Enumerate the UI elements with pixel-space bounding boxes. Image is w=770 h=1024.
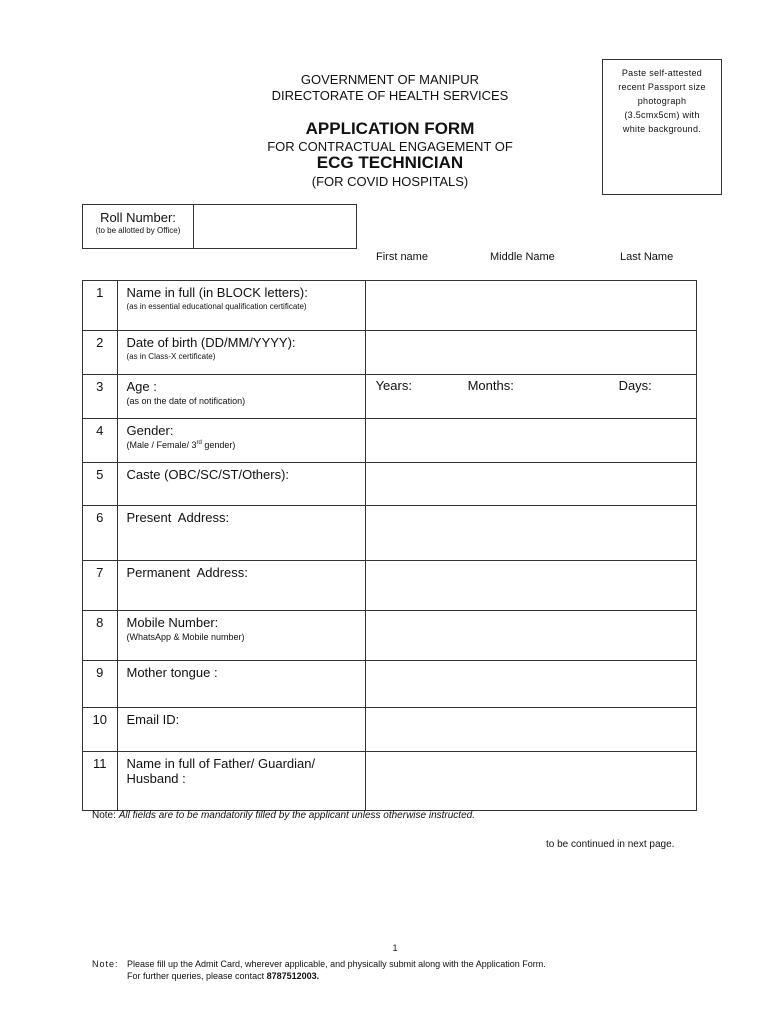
age-months-label: Months: — [467, 378, 514, 393]
photo-instruction-2: recent Passport size — [618, 82, 706, 92]
permanent-address-field[interactable] — [365, 561, 696, 611]
row-number: 2 — [83, 331, 118, 375]
form-title: APPLICATION FORM — [305, 119, 475, 138]
note-text: All fields are to be mandatorily filled by the applicant unless otherwise instructed. — [118, 810, 475, 821]
row-number: 10 — [83, 708, 118, 752]
directorate-line: DIRECTORATE OF HEALTH SERVICES — [271, 88, 509, 103]
email-label: Email ID: — [126, 712, 180, 727]
col-middle-name: Middle Name — [490, 251, 555, 263]
row-label — [117, 506, 365, 561]
row-label — [117, 561, 365, 611]
col-first-name: First name — [376, 251, 428, 263]
form-subtitle-3: (FOR COVID HOSPITALS) — [311, 174, 469, 189]
roll-number-label: Roll Number: — [100, 210, 176, 225]
row-number: 7 — [83, 561, 118, 611]
age-years-label: Years: — [375, 378, 412, 393]
table-row — [83, 752, 697, 811]
gender-note — [127, 440, 365, 450]
present-address-label: Present Address: — [126, 510, 230, 525]
form-subtitle-1: FOR CONTRACTUAL ENGAGEMENT OF — [267, 139, 513, 154]
table-row — [83, 375, 697, 419]
row-label — [117, 375, 365, 419]
table-row — [83, 611, 697, 661]
caste-label: Caste (OBC/SC/ST/Others): — [126, 467, 290, 482]
row-label — [117, 661, 365, 708]
mobile-note: (WhatsApp & Mobile number) — [126, 632, 245, 642]
present-address-field[interactable] — [365, 506, 696, 561]
row-label — [117, 331, 365, 375]
photo-box[interactable] — [602, 59, 722, 195]
roll-number-field[interactable] — [194, 205, 356, 248]
mandatory-note — [92, 810, 475, 821]
note2-prefix: Note: — [92, 959, 119, 969]
continued-note: to be continued in next page. — [546, 839, 675, 850]
mother-tongue-label: Mother tongue : — [126, 665, 218, 680]
row-label — [117, 419, 365, 463]
row-number: 11 — [83, 752, 118, 811]
gender-note-sup: rd — [196, 440, 202, 446]
age-days-label: Days: — [618, 378, 652, 393]
table-row — [83, 561, 697, 611]
row-label — [117, 463, 365, 506]
contact-phone: 8787512003. — [266, 971, 320, 981]
mother-tongue-field[interactable] — [365, 661, 696, 708]
name-field[interactable] — [365, 281, 696, 331]
photo-instruction-5: white background. — [622, 124, 702, 134]
row-number: 1 — [83, 281, 118, 331]
table-row — [83, 281, 697, 331]
application-table — [82, 280, 697, 811]
email-field[interactable] — [365, 708, 696, 752]
mobile-label: Mobile Number: — [126, 615, 219, 630]
row-number: 3 — [83, 375, 118, 419]
row-number: 4 — [83, 419, 118, 463]
photo-instruction-1: Paste self-attested — [621, 68, 703, 78]
row-number: 8 — [83, 611, 118, 661]
guardian-label: Name in full of Father/ Guardian/ — [126, 756, 316, 771]
row-number: 6 — [83, 506, 118, 561]
photo-instruction-3: photograph — [637, 96, 687, 106]
table-row — [83, 506, 697, 561]
note2-line1: Please fill up the Admit Card, wherever applicable, and physically submit along with the Application Form. — [127, 959, 546, 969]
dob-note: (as in Class-X certificate) — [126, 352, 216, 361]
row-label — [117, 611, 365, 661]
gov-line: GOVERNMENT OF MANIPUR — [300, 72, 480, 87]
roll-number-box — [82, 204, 357, 249]
header-block — [230, 72, 550, 104]
roll-number-note: (to be allotted by Office) — [95, 226, 181, 235]
table-row — [83, 463, 697, 506]
name-label: Name in full (in BLOCK letters): — [126, 285, 308, 300]
gender-label: Gender: — [126, 423, 174, 438]
permanent-address-label: Permanent Address: — [126, 565, 248, 580]
table-row — [83, 661, 697, 708]
row-label — [117, 752, 365, 811]
roll-number-label-cell — [83, 205, 194, 248]
age-note: (as on the date of notification) — [126, 396, 246, 406]
note2-line2: For further queries, please contact — [127, 971, 267, 981]
page-number: 1 — [392, 943, 398, 953]
col-last-name: Last Name — [620, 251, 674, 263]
dob-field[interactable] — [365, 331, 696, 375]
dob-label: Date of birth (DD/MM/YYYY): — [126, 335, 296, 350]
row-number: 9 — [83, 661, 118, 708]
photo-instruction-4: (3.5cmx5cm) with — [624, 110, 700, 120]
guardian-label-2: Husband : — [126, 771, 186, 786]
age-label: Age : — [126, 379, 157, 394]
admit-card-note — [92, 958, 546, 982]
guardian-field[interactable] — [365, 752, 696, 811]
age-field[interactable] — [365, 375, 696, 419]
table-row — [83, 331, 697, 375]
caste-field[interactable] — [365, 463, 696, 506]
gender-note-pre: (Male / Female/ 3 — [126, 440, 197, 450]
gender-note-post: gender) — [201, 440, 236, 450]
post-title: ECG TECHNICIAN — [316, 153, 464, 172]
table-row — [83, 708, 697, 752]
note-prefix: Note: — [92, 810, 116, 821]
row-number: 5 — [83, 463, 118, 506]
row-label — [117, 708, 365, 752]
mobile-field[interactable] — [365, 611, 696, 661]
table-row — [83, 419, 697, 463]
name-note: (as in essential educational qualification certificate) — [126, 302, 307, 311]
row-label — [117, 281, 365, 331]
gender-field[interactable] — [365, 419, 696, 463]
